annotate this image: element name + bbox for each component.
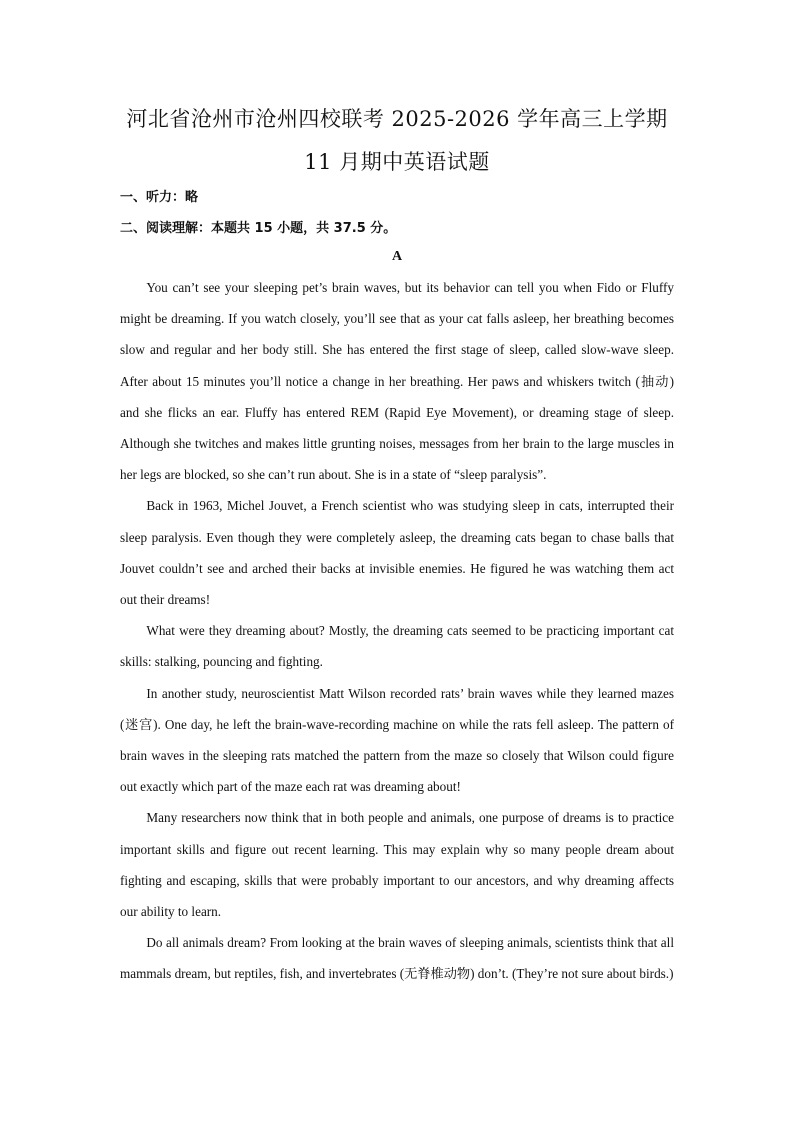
paragraph: Do all animals dream? From looking at the brain waves of sleeping animals, scientists think that all mammals dream, but reptiles, fish, and invertebrates (无脊椎动物) don’t. (They’re not sure about birds.) [120,935,674,982]
paragraph: Back in 1963, Michel Jouvet, a French scientist who was studying sleep in cats, interrupted their sleep paralysis. Even though they were completely asleep, the dreaming cats began to chase balls that Jouvet couldn’t see and arched their backs at invisible enemies. He figured he was watching them act out their dreams! [120,498,674,608]
document-subtitle: 11 月期中英语试题 [304,150,490,174]
paragraph: In another study, neuroscientist Matt Wilson recorded rats’ brain waves while they learned mazes (迷宫). One day, he left the brain-wave-recording machine on while the rats fell asleep. The pattern of brain waves in the sleeping rats matched the pattern from the maze so closely that Wilson could figure out exactly which part of the maze each rat was dreaming about! [120,685,674,795]
paragraph: Many researchers now think that in both people and animals, one purpose of dreams is to practice important skills and figure out recent learning. This may explain why so many people dream about fighting and escaping, skills that were probably important to our ancestors, and why dreaming affects our ability to learn. [120,810,674,920]
passage-body [120,272,674,990]
section-listening: 一、听力：略 [120,190,199,205]
passage-label: A [391,249,403,264]
paragraph: What were they dreaming about? Mostly, the dreaming cats seemed to be practicing important cat skills: stalking, pouncing and fighting. [120,623,674,670]
paragraph: You can’t see your sleeping pet’s brain waves, but its behavior can tell you when Fido or Fluffy might be dreaming. If you watch closely, you’ll see that as your cat falls asleep, her breathing becomes slow and regular and her body still. She has entered the first stage of sleep, called slow-wave sleep. After about 15 minutes you’ll notice a change in her breathing. Her paws and whiskers twitch (抽动) and she flicks an ear. Fluffy has entered REM (Rapid Eye Movement), or dreaming stage of sleep. Although she twitches and makes little grunting noises, messages from her brain to the large muscles in her legs are blocked, so she can’t run about. She is in a state of “sleep paralysis”. [120,280,674,483]
document-title: 河北省沧州市沧州四校联考 2025-2026 学年高三上学期 [126,107,668,131]
section-reading: 二、阅读理解：本题共 15 小题，共 37.5 分。 [120,221,397,236]
